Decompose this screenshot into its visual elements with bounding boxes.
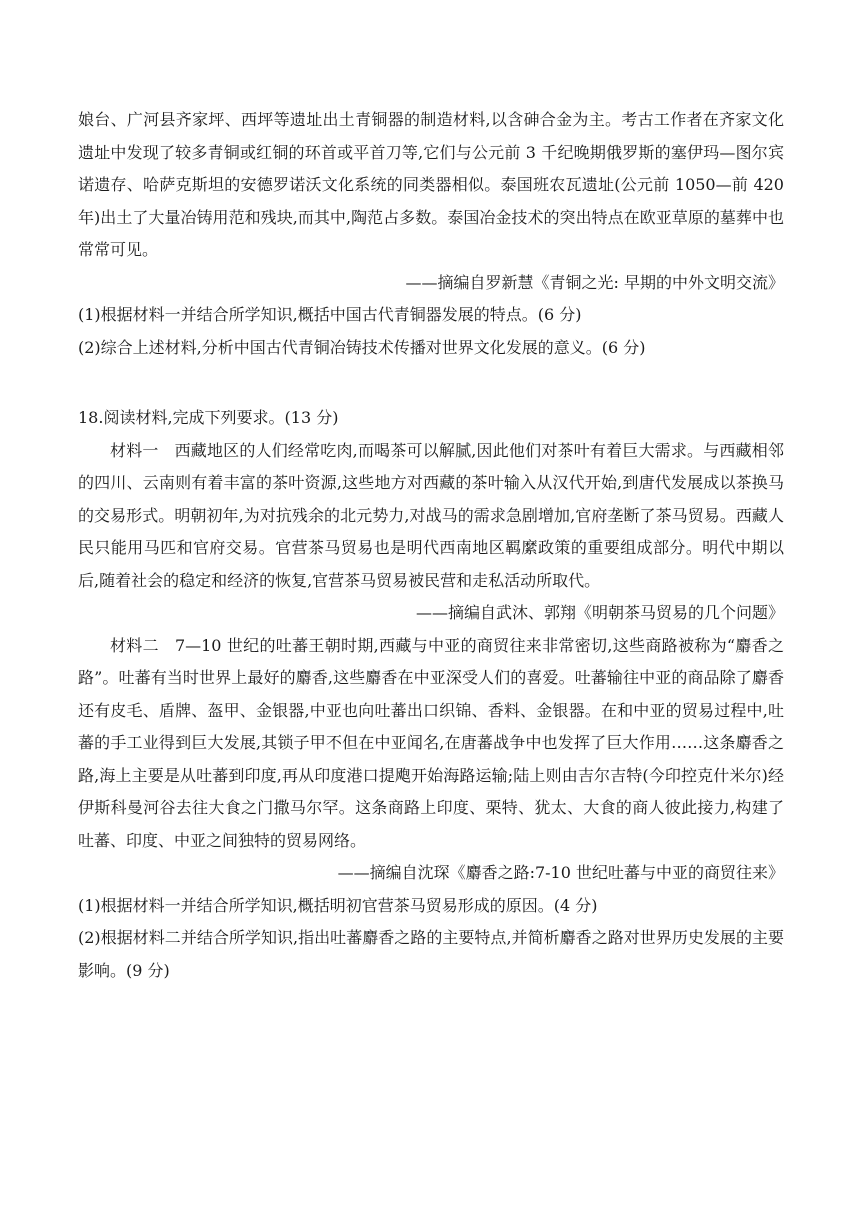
question-18-1: (1)根据材料一并结合所学知识,概括明初官营茶马贸易形成的原因。(4 分): [78, 895, 598, 915]
material-1-text: 西藏地区的人们经常吃肉,而喝茶可以解腻,因此他们对茶叶有着巨大需求。与西藏相邻的四川、云南则有着丰富的茶叶资源,这些地方对西藏的茶叶输入从汉代开始,到唐代发展成以茶换马的交易形式。明朝初年,为对抗残余的北元势力,对战马的需求急剧增加,官府垄断了茶马贸易。西藏人民只能用马匹和官府交易。官营茶马贸易也是明代西南地区羁縻政策的重要组成部分。明代中期以后,随着社会的稳定和经济的恢复,官营茶马贸易被民营和走私活动所取代。: [78, 440, 784, 590]
material-1-source: ——摘编自武沐、郭翔《明朝茶马贸易的几个问题》: [415, 603, 784, 622]
material-2-text: 7—10 世纪的吐蕃王朝时期,西藏与中亚的商贸往来非常密切,这些商路被称为“麝香之路”。吐蕃有当时世界上最好的麝香,这些麝香在中亚深受人们的喜爱。吐蕃输往中亚的商品除了麝香还有皮毛、盾牌、盔甲、金银器,中亚也向吐蕃出口织锦、香料、金银器。在和中亚的贸易过程中,吐蕃的手工业得到巨大发展,其锁子甲不但在中亚闻名,在唐蕃战争中也发挥了巨大作用……这条麝香之路,海上主要是从吐蕃到印度,再从印度港口提飑开始海路运输;陆上则由吉尔吉特(今印控克什米尔)经伊斯科曼河谷去往大食之门撒马尔罕。这条商路上印度、栗特、犹太、大食的商人彼此接力,构建了吐蕃、印度、中亚之间独特的贸易网络。: [78, 635, 784, 850]
material-2-source: ——摘编自沈琛《麝香之路:7-10 世纪吐蕃与中亚的商贸往来》: [337, 863, 784, 882]
question-1: (1)根据材料一并结合所学知识,概括中国古代青铜器发展的特点。(6 分): [78, 305, 582, 324]
material-1-paragraph: [78, 435, 784, 598]
section-gap: [78, 364, 784, 402]
material-2-paragraph: [78, 630, 784, 858]
question-18-2: (2)根据材料二并结合所学知识,指出吐蕃麝香之路的主要特点,并简析麝香之路对世界历史发展的主要影响。(9 分): [78, 928, 784, 980]
question-2: (2)综合上述材料,分析中国古代青铜冶铸技术传播对世界文化发展的意义。(6 分): [78, 337, 646, 357]
document-page: [78, 104, 784, 987]
material-1-label: 材料一: [110, 440, 159, 460]
material-2-label: 材料二: [110, 635, 159, 655]
material-paragraph: 娘台、广河县齐家坪、西坪等遗址出土青铜器的制造材料,以含砷合金为主。考古工作者在齐家文化遗址中发现了较多青铜或红铜的环首或平首刀等,它们与公元前 3 千纪晚期俄罗斯的塞伊玛—图尔宾诺遗存、哈萨克斯坦的安德罗诺沃文化系统的同类器相似。泰国班农瓦遗址(公元前 1050—前 420 年)出土了大量冶铸用范和残块,而其中,陶范占多数。泰国冶金技术的突出特点在欧亚草原的墓葬中也常常可见。: [78, 110, 784, 259]
section-heading: 18.阅读材料,完成下列要求。(13 分): [78, 408, 339, 427]
citation-source: ——摘编自罗新慧《青铜之光: 早期的中外文明交流》: [405, 272, 784, 292]
